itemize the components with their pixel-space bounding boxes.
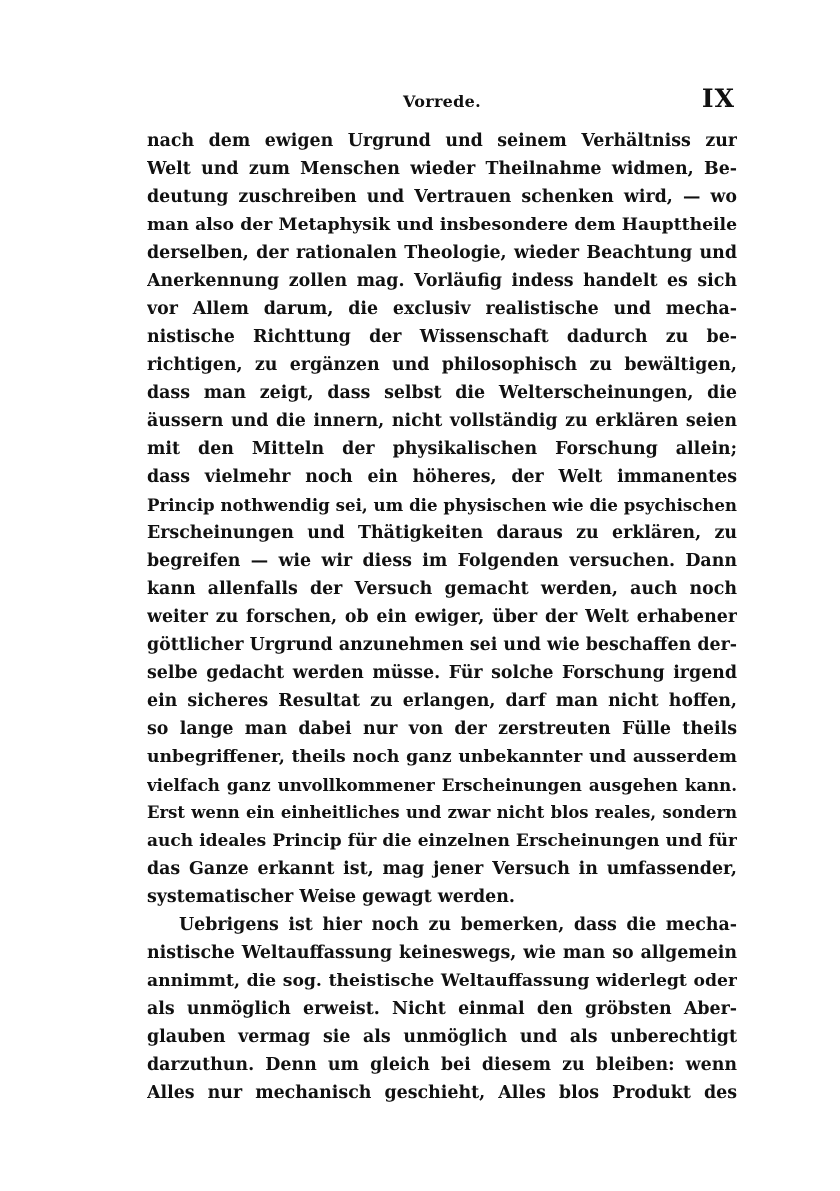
- text-line: als unmöglich erweist. Nicht einmal den gröbsten Aber-: [147, 999, 737, 1019]
- paragraph-2: [147, 911, 737, 1107]
- text-line: auch ideales Princip für die einzelnen Erscheinungen und für: [147, 831, 737, 851]
- text-line: man also der Metaphysik und insbesondere dem Haupttheile: [147, 215, 737, 235]
- text-line: darzuthun. Denn um gleich bei diesem zu bleiben: wenn: [147, 1055, 737, 1075]
- text-line: göttlicher Urgrund anzunehmen sei und wie beschaffen der-: [147, 635, 737, 655]
- text-line: richtigen, zu ergänzen und philosophisch zu bewältigen,: [147, 355, 737, 375]
- text-line: begreifen — wie wir diess im Folgenden versuchen. Dann: [147, 551, 737, 571]
- text-line: weiter zu forschen, ob ein ewiger, über der Welt erhabener: [147, 607, 737, 627]
- text-line: derselben, der rationalen Theologie, wieder Beachtung und: [147, 243, 737, 263]
- text-line: Anerkennung zollen mag. Vorläufig indess handelt es sich: [147, 271, 737, 291]
- paragraph-1: [147, 127, 737, 911]
- running-head: [147, 84, 737, 118]
- text-line: ein sicheres Resultat zu erlangen, darf man nicht hoffen,: [147, 691, 737, 711]
- text-line: vielfach ganz unvollkommener Erscheinungen ausgehen kann.: [147, 775, 737, 795]
- text-line: systematischer Weise gewagt werden.: [147, 887, 515, 907]
- running-title: Vorrede.: [403, 92, 481, 111]
- text-line: dass vielmehr noch ein höheres, der Welt immanentes: [147, 467, 737, 487]
- text-line: unbegriffener, theils noch ganz unbekannter und ausserdem: [147, 747, 737, 767]
- text-line: Welt und zum Menschen wieder Theilnahme widmen, Be-: [147, 159, 737, 179]
- text-line: mit den Mitteln der physikalischen Forschung allein;: [147, 439, 737, 459]
- text-line: vor Allem darum, die exclusiv realistische und mecha-: [147, 299, 737, 319]
- text-line: kann allenfalls der Versuch gemacht werden, auch noch: [147, 579, 737, 599]
- text-line: selbe gedacht werden müsse. Für solche Forschung irgend: [147, 663, 737, 683]
- text-line: nistische Weltauffassung keineswegs, wie man so allgemein: [147, 943, 737, 963]
- text-line: dass man zeigt, dass selbst die Welterscheinungen, die: [147, 383, 737, 403]
- text-line: das Ganze erkannt ist, mag jener Versuch in umfassender,: [147, 859, 737, 879]
- text-line: Erst wenn ein einheitliches und zwar nicht blos reales, sondern: [147, 803, 737, 822]
- body-text: [147, 127, 737, 1107]
- text-line: Uebrigens ist hier noch zu bemerken, dass die mecha-: [179, 915, 737, 935]
- text-line: äussern und die innern, nicht vollständig zu erklären seien: [147, 411, 737, 431]
- text-line: deutung zuschreiben und Vertrauen schenken wird, — wo: [147, 187, 737, 207]
- text-line: annimmt, die sog. theistische Weltauffassung widerlegt oder: [147, 971, 737, 991]
- text-line: Erscheinungen und Thätigkeiten daraus zu erklären, zu: [147, 523, 737, 543]
- text-line: so lange man dabei nur von der zerstreuten Fülle theils: [147, 719, 737, 739]
- text-line: glauben vermag sie als unmöglich und als unberechtigt: [147, 1027, 737, 1047]
- text-line: Princip nothwendig sei, um die physischen wie die psychischen: [147, 495, 737, 515]
- text-line: Alles nur mechanisch geschieht, Alles blos Produkt des: [147, 1083, 737, 1103]
- page-number: IX: [701, 84, 735, 113]
- text-line: nach dem ewigen Urgrund und seinem Verhältniss zur: [147, 131, 737, 151]
- text-line: nistische Richttung der Wissenschaft dadurch zu be-: [147, 327, 737, 347]
